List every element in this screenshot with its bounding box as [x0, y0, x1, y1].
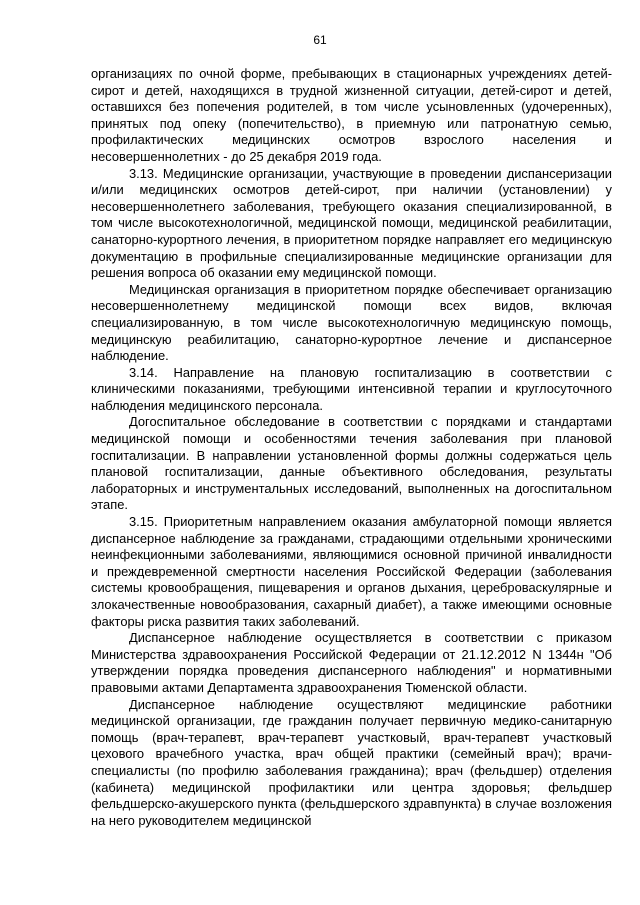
paragraph-continuation: организациях по очной форме, пребывающих в стационарных учреждениях детей-сирот и детей, находящихся в трудной жизненной ситуации, детей-сирот и детей, оставшихся без попечения родителей, в том числе усыновленных (удочеренных), принятых под опеку (попечительство), в приемную или патронатную семью, профилактических медицинских осмотров взрослого населения и несовершеннолетних - до 25 декабря 2019 года. [91, 66, 612, 164]
paragraph-3-13: 3.13. Медицинские организации, участвующие в проведении диспансеризации и/или медицинских осмотров детей-сирот, при наличии (установлении) у несовершеннолетнего заболевания, требующего оказания специализированной, в том числе высокотехнологичной, медицинской помощи, медицинской реабилитации, санаторно-курортного лечения, в приоритетном порядке направляет его медицинскую документацию в профильные специализированные медицинские организации для решения вопроса об оказании ему медицинской помощи. [91, 165, 612, 281]
paragraph-dispensary-staff: Диспансерное наблюдение осуществляют медицинские работники медицинской организации, где гражданин получает первичную медико-санитарную помощь (врач-терапевт, врач-терапевт участковый, врач-терапевт участковый цехового врачебного участка, врач общей практики (семейный врач); врачи-специалисты (по профилю заболевания гражданина); врач (фельдшер) отделения (кабинета) медицинской профилактики или центра здоровья; фельдшер фельдшерско-акушерского пункта (фельдшерского здравпункта) в случае возложения на него руководителем медицинской [91, 696, 612, 828]
paragraph-dispensary-order: Диспансерное наблюдение осуществляется в соответствии с приказом Министерства здравоохранения Российской Федерации от 21.12.2012 N 1344н "Об утверждении порядка проведения диспансерного наблюдения" и нормативными правовыми актами Департамента здравоохранения Тюменской области. [91, 630, 612, 695]
paragraph-priority-care: Медицинская организация в приоритетном порядке обеспечивает организацию несовершеннолетнему медицинской помощи всех видов, включая специализированную, в том числе высокотехнологичную медицинскую помощь, медицинскую реабилитацию, санаторно-курортное лечение и диспансерное наблюдение. [91, 281, 612, 364]
paragraph-3-15: 3.15. Приоритетным направлением оказания амбулаторной помощи является диспансерное наблюдение за гражданами, страдающими отдельными хроническими неинфекционными заболеваниями, являющимися основной причиной инвалидности и преждевременной смертности населения Российской Федерации (заболевания системы кровообращения, пищеварения и органов дыхания, цереброваскулярные и злокачественные новообразования, сахарный диабет), а также имеющими основные факторы риска развития таких заболеваний. [91, 514, 612, 629]
page-number: 61 [313, 33, 327, 47]
paragraph-3-14: 3.14. Направление на плановую госпитализацию в соответствии с клиническими показаниями, требующими интенсивной терапии и круглосуточного наблюдения медицинского персонала. [91, 364, 612, 413]
document-body [91, 66, 612, 829]
paragraph-prehospital-exam: Догоспитальное обследование в соответствии с порядками и стандартами медицинской помощи и особенностями течения заболевания при плановой госпитализации. В направлении установленной формы должны содержаться цель плановой госпитализации, данные объективного обследования, результаты лабораторных и инструментальных исследований, выполненных на догоспитальном этапе. [91, 414, 612, 513]
